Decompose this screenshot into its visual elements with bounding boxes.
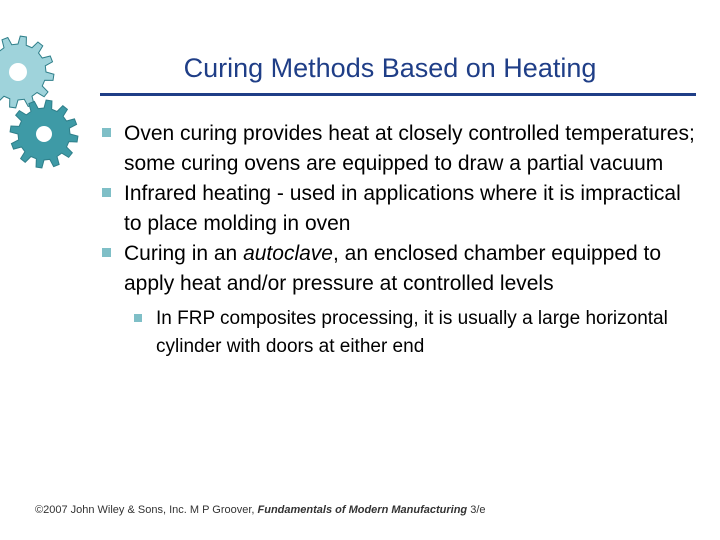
slide-title: Curing Methods Based on Heating bbox=[183, 53, 597, 83]
bullet-text: Oven curing provides heat at closely controlled temperatures; some curing ovens are equipped to draw a partial vacuum bbox=[124, 122, 695, 175]
square-bullet-icon bbox=[102, 188, 111, 197]
gear-icon bbox=[0, 36, 54, 108]
bullet-text: Infrared heating - used in applications where it is impractical to place molding in oven bbox=[124, 182, 681, 235]
bullet-item bbox=[102, 239, 702, 299]
square-bullet-icon bbox=[102, 248, 111, 257]
gears-decoration bbox=[0, 0, 100, 220]
bullet-item bbox=[102, 119, 702, 179]
gear-icon bbox=[10, 100, 78, 168]
bullet-text-start: Curing in an bbox=[124, 242, 244, 265]
square-bullet-icon bbox=[134, 314, 142, 322]
bullet-text-end: , an enclosed chamber equipped to apply heat and/or pressure at controlled levels bbox=[124, 242, 662, 295]
footer-copyright: ©2007 John Wiley & Sons, Inc. M P Groover, bbox=[35, 504, 258, 516]
footer-book-title: Fundamentals of Modern Manufacturing bbox=[257, 504, 468, 516]
bullet-list bbox=[102, 119, 702, 361]
sub-bullet-item bbox=[134, 305, 702, 361]
bullet-term-autoclave: autoclave bbox=[243, 242, 333, 265]
sub-bullet-text: In FRP composites processing, it is usually a large horizontal cylinder with doors at either end bbox=[156, 308, 668, 357]
title-underline bbox=[100, 93, 696, 96]
footer bbox=[35, 503, 486, 517]
footer-edition: 3/e bbox=[467, 504, 486, 516]
square-bullet-icon bbox=[102, 128, 111, 137]
bullet-item bbox=[102, 179, 702, 239]
